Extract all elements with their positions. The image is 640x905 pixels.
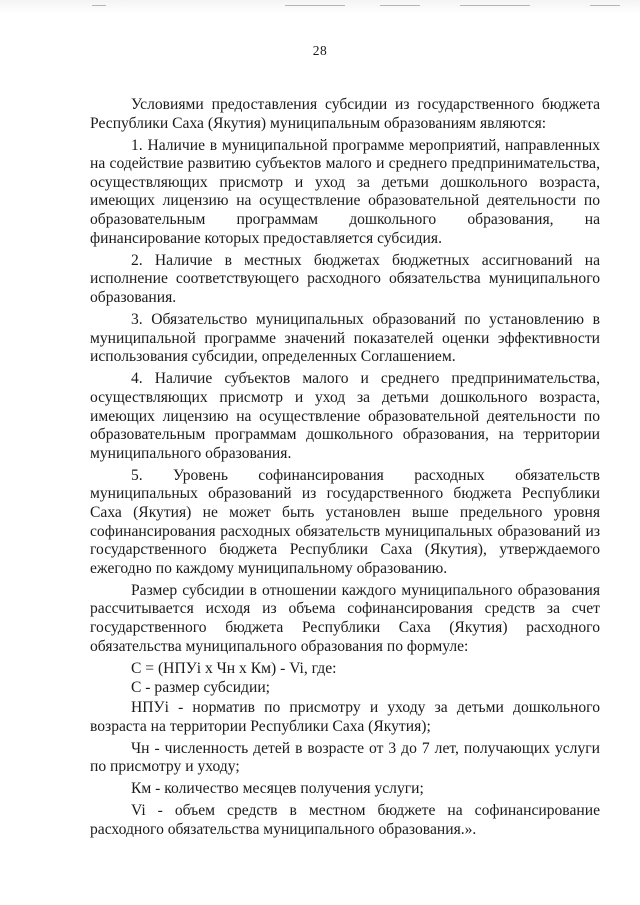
definition-chn: Чн - численность детей в возрасте от 3 до 7 лет, получающих услуги по присмотру и уходу; <box>90 739 600 776</box>
condition-4-paragraph: 4. Наличие субъектов малого и среднего предпринимательства, осуществляющих присмотр и уход за детьми дошкольного возраста, имеющих лицензию на осуществление образовательной деятельности по образовательным программам дошкольного образования, на территории муниципального образования. <box>90 370 600 462</box>
condition-2-paragraph: 2. Наличие в местных бюджетах бюджетных ассигнований на исполнение соответствующего расходного обязательства муниципального образования. <box>90 251 600 306</box>
scan-mark <box>380 5 420 6</box>
scan-mark <box>92 5 106 6</box>
definition-km: Км - количество месяцев получения услуги; <box>131 780 424 798</box>
intro-paragraph: Условиями предоставления субсидии из государственного бюджета Республики Саха (Якутия) муниципальным образованиям являются: <box>90 96 600 132</box>
subsidy-size-paragraph: Размер субсидии в отношении каждого муниципального образования рассчитывается исходя из объема софинансирования средств за счет государственного бюджета Республики Саха (Якутия) расходного обязательства муниципального образования по формуле: <box>90 581 600 655</box>
scan-mark <box>285 5 345 6</box>
condition-5-paragraph: 5. Уровень софинансирования расходных обязательств муниципальных образований из государственного бюджета Республики Саха (Якутия) не может быть установлен выше предельного уровня софинансирования расходных обязательств муниципальных образований из государственного бюджета Республики Саха (Якутия), утверждаемого ежегодно по каждому муниципальному образованию. <box>90 466 600 577</box>
definition-npu: НПУi - норматив по присмотру и уходу за детьми дошкольного возраста на территории Республики Саха (Якутия); <box>90 698 600 735</box>
document-body <box>90 96 600 843</box>
formula-line: С = (НПУi х Чн х Км) - Vi, где: <box>131 659 337 677</box>
definition-vi: Vi - объем средств в местном бюджете на софинансирование расходного обязательства муниципального образования.». <box>90 802 600 838</box>
page-number: 28 <box>312 43 328 58</box>
scan-mark <box>590 5 620 6</box>
scan-mark <box>460 5 530 6</box>
condition-3-paragraph: 3. Обязательство муниципальных образований по установлению в муниципальной программе значений показателей оценки эффективности использования субсидии, определенных Соглашением. <box>90 311 600 366</box>
condition-1-paragraph: 1. Наличие в муниципальной программе мероприятий, направленных на содействие развитию субъектов малого и среднего предпринимательства, осуществляющих присмотр и уход за детьми дошкольного возраста, имеющих лицензию на осуществление образовательной деятельности по образовательным программам дошкольного образования, на финансирование которых предоставляется субсидия. <box>90 136 600 247</box>
scan-edge <box>0 0 640 14</box>
definition-c: С - размер субсидии; <box>131 679 270 697</box>
